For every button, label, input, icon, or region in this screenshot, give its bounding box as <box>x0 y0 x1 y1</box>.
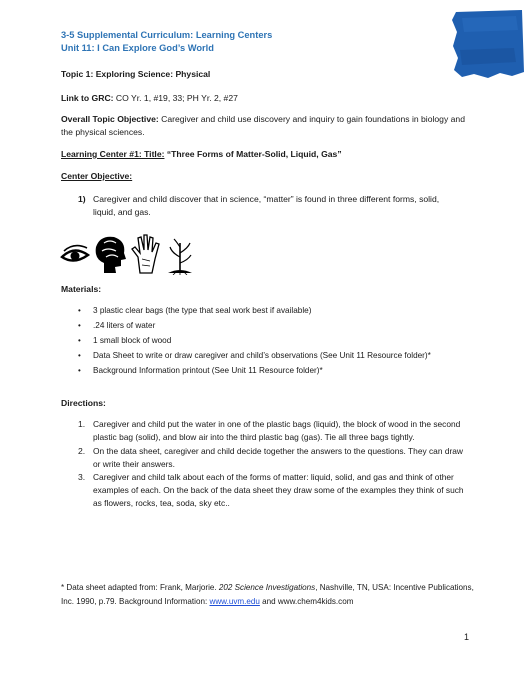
footnote-pre: * Data sheet adapted from: Frank, Marjorie. <box>61 583 219 592</box>
eye-icon <box>62 246 88 261</box>
footnote-line-2 <box>61 596 353 608</box>
material-item: Data Sheet to write or draw caregiver and child’s observations (See Unit 11 Resource folder)* <box>93 351 431 360</box>
footnote-line-1 <box>61 582 474 594</box>
objective-line-1 <box>61 113 465 125</box>
footnote-line2-pre: Inc. 1990, p.79. Background Information: <box>61 597 210 606</box>
direction-text: On the data sheet, caregiver and child decide together the answers to the questions. They can draw or write their answers. <box>93 446 463 469</box>
direction-number: 1. <box>78 419 86 429</box>
bullet: • <box>78 306 81 315</box>
hand-icon <box>132 235 159 273</box>
learning-center-title: “Three Forms of Matter-Solid, Liquid, Gas” <box>164 149 342 159</box>
topic-heading: Topic 1: Exploring Science: Physical <box>61 69 211 79</box>
grc-label: Link to GRC: <box>61 93 114 103</box>
objective-label: Overall Topic Objective: <box>61 114 159 124</box>
center-objective-text-1: Caregiver and child discover that in science, “matter” is found in three different forms, solid, <box>93 194 440 204</box>
icon-strip <box>60 233 200 275</box>
material-item: Background Information printout (See Unit 11 Resource folder)* <box>93 366 323 375</box>
footnote-book-title: 202 Science Investigations <box>218 583 316 592</box>
grc-value: CO Yr. 1, #19, 33; PH Yr. 2, #27 <box>113 93 238 103</box>
center-objective-heading: Center Objective: <box>61 171 133 181</box>
material-item: 3 plastic clear bags (the type that seal work best if available) <box>93 306 312 315</box>
blue-brush-decoration <box>452 10 524 78</box>
unit-title: Unit 11: I Can Explore God’s World <box>61 43 214 53</box>
bullet: • <box>78 321 81 330</box>
head-profile-icon <box>96 237 126 273</box>
direction-text: Caregiver and child talk about each of the forms of matter: liquid, solid, and gas and think of other examples of each. On the back of the data sheet they draw some of the examples they think of such as flowers, rocks, tea, soda, sky etc.. <box>93 472 464 508</box>
bullet: • <box>78 366 81 375</box>
center-objective-text-2: liquid, and gas. <box>93 207 151 217</box>
curriculum-title: 3-5 Supplemental Curriculum: Learning Centers <box>61 30 273 40</box>
materials-heading: Materials: <box>61 284 102 294</box>
learning-center-label: Learning Center #1: Title: <box>61 149 165 159</box>
material-item: .24 liters of water <box>93 321 156 330</box>
page-number: 1 <box>464 632 470 642</box>
direction-text: Caregiver and child put the water in one of the plastic bags (liquid), the block of wood in the second plastic bag (solid), and blow air into the third plastic bag (gas). Tie all three bags tightly. <box>93 419 461 442</box>
learning-center-title-line <box>61 148 342 160</box>
direction-number: 2. <box>78 446 86 456</box>
objective-text-1: Caregiver and child use discovery and inquiry to gain foundations in biology and <box>158 114 465 124</box>
plant-sprout-icon <box>168 239 192 275</box>
footnote-line2-post: and www.chem4kids.com <box>259 597 354 606</box>
bullet: • <box>78 351 81 360</box>
footnote-post: , Nashville, TN, USA: Incentive Publications, <box>315 583 474 592</box>
directions-heading: Directions: <box>61 398 106 408</box>
objective-text-2: the physical sciences. <box>61 127 145 137</box>
direction-number: 3. <box>78 472 86 482</box>
grc-link-line <box>61 92 238 104</box>
bullet: • <box>78 336 81 345</box>
center-objective-number: 1) <box>78 194 86 204</box>
material-item: 1 small block of wood <box>93 336 172 345</box>
uvm-link[interactable]: www.uvm.edu <box>209 597 260 606</box>
